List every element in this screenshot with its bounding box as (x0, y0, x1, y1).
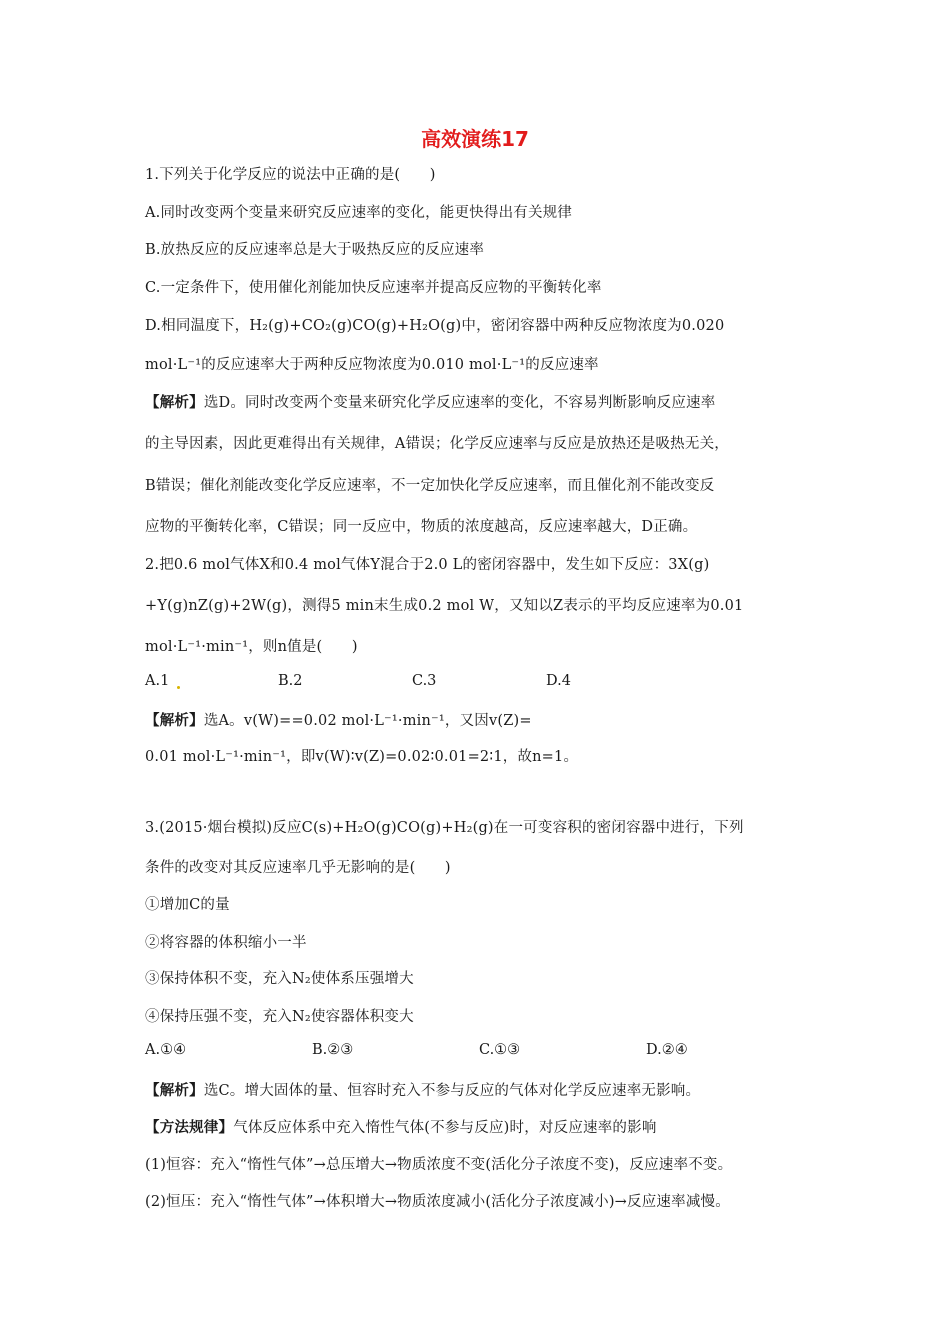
q3-stem-line2: 条件的改变对其反应速率几乎无影响的是( ) (145, 860, 451, 876)
q1-stem: 1.下列关于化学反应的说法中正确的是( ) (145, 167, 436, 183)
q2-analysis-line1 (145, 709, 532, 730)
q2-stem-line1: 2.把0.6 mol气体X和0.4 mol气体Y混合于2.0 L的密闭容器中，发生如下反应：3X(g) (145, 557, 710, 573)
q3-item-2: ②将容器的体积缩小一半 (145, 935, 307, 951)
q1-analysis-line2: 的主导因素，因此更难得出有关规律，A错误；化学反应速率与反应是放热还是吸热无关， (145, 436, 729, 452)
q3-option-a: A.①④ (145, 1042, 187, 1058)
q3-stem-line1: 3.(2015·烟台模拟)反应C(s)+H₂O(g)CO(g)+H₂(g)在一可变容积的密闭容器中进行，下列 (145, 820, 744, 836)
method-text: 气体反应体系中充入惰性气体(不参与反应)时，对反应速率的影响 (233, 1120, 657, 1136)
page-title: 高效演练17 (421, 127, 529, 151)
q2-option-d: D.4 (546, 673, 571, 689)
analysis-text: 选A。v(W)==0.02 mol·L⁻¹·min⁻¹，又因v(Z)= (203, 713, 532, 729)
q3-item-4: ④保持压强不变，充入N₂使容器体积变大 (145, 1009, 414, 1025)
q3-option-d: D.②④ (646, 1042, 688, 1058)
q3-item-3: ③保持体积不变，充入N₂使体系压强增大 (145, 971, 414, 987)
q1-option-d-line2: mol·L⁻¹的反应速率大于两种反应物浓度为0.010 mol·L⁻¹的反应速率 (145, 357, 599, 373)
q2-stem-line2: +Y(g)nZ(g)+2W(g)，测得5 min末生成0.2 mol W，又知以Z表示的平均反应速率为0.01 (145, 598, 744, 614)
q2-analysis-line2: 0.01 mol·L⁻¹·min⁻¹，即v(W)∶v(Z)=0.02∶0.01=2∶1，故n=1。 (145, 749, 579, 765)
analysis-text: 选C。增大固体的量、恒容时充入不参与反应的气体对化学反应速率无影响。 (203, 1083, 701, 1099)
analysis-label: 【解析】 (145, 712, 204, 729)
q1-option-d-line1: D.相同温度下，H₂(g)+CO₂(g)CO(g)+H₂O(g)中，密闭容器中两种反应物浓度为0.020 (145, 318, 725, 334)
q2-stem-line3: mol·L⁻¹·min⁻¹，则n值是( ) (145, 639, 358, 655)
q2-option-a: A.1 (145, 673, 170, 689)
mark-dot (177, 686, 180, 689)
q3-method (145, 1116, 657, 1137)
q3-rule-2: (2)恒压：充入“惰性气体”→体积增大→物质浓度减小(活化分子浓度减小)→反应速率减慢。 (145, 1194, 730, 1210)
q1-option-b: B.放热反应的反应速率总是大于吸热反应的反应速率 (145, 242, 485, 258)
q1-option-a: A.同时改变两个变量来研究反应速率的变化，能更快得出有关规律 (145, 205, 573, 221)
analysis-label: 【解析】 (145, 1082, 204, 1099)
method-label: 【方法规律】 (145, 1119, 234, 1136)
q1-analysis-line1 (145, 391, 715, 412)
q2-option-b: B.2 (278, 673, 303, 689)
q1-analysis-line3: B错误；催化剂能改变化学反应速率，不一定加快化学反应速率，而且催化剂不能改变反 (145, 478, 715, 494)
analysis-label: 【解析】 (145, 394, 204, 411)
q1-option-c: C.一定条件下，使用催化剂能加快反应速率并提高反应物的平衡转化率 (145, 280, 602, 296)
q3-rule-1: (1)恒容：充入“惰性气体”→总压增大→物质浓度不变(活化分子浓度不变)，反应速率不变。 (145, 1157, 733, 1173)
q1-analysis-line4: 应物的平衡转化率，C错误；同一反应中，物质的浓度越高，反应速率越大，D正确。 (145, 519, 698, 535)
analysis-text: 选D。同时改变两个变量来研究化学反应速率的变化，不容易判断影响反应速率 (203, 395, 716, 411)
q3-analysis (145, 1079, 700, 1100)
q3-item-1: ①增加C的量 (145, 897, 230, 913)
q2-option-c: C.3 (412, 673, 437, 689)
q3-option-b: B.②③ (312, 1042, 354, 1058)
q3-option-c: C.①③ (479, 1042, 521, 1058)
